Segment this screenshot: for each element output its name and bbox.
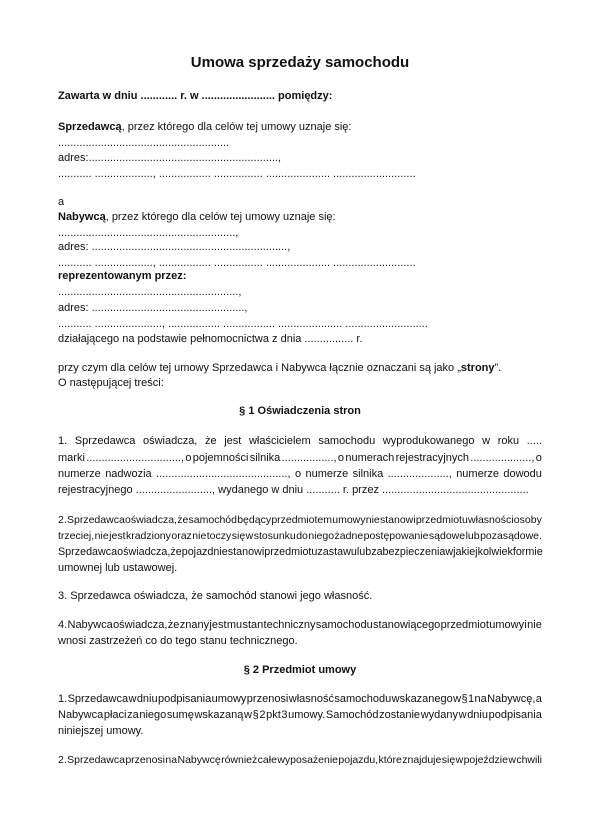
section2-p2-line: 2. Sprzedawca przenosi na Nabywcę również całe wyposażenie pojazdu, które znajduje się w pojeździe w chwili bbox=[58, 754, 542, 766]
parties-bold: strony bbox=[460, 362, 495, 374]
represented-name-line: ..........................................................., bbox=[58, 286, 242, 298]
section1-heading: § 1 Oświadczenia stron bbox=[239, 405, 361, 417]
following-content: O następującej treści: bbox=[58, 377, 164, 389]
parties-post: ”. bbox=[494, 362, 502, 374]
parties-definition bbox=[58, 362, 501, 374]
parties-pre: przy czym dla celów tej umowy Sprzedawca i Nabywca łącznie oznaczani są jako „ bbox=[58, 362, 461, 374]
seller-heading bbox=[58, 121, 351, 133]
section2-heading: § 2 Przedmiot umowy bbox=[243, 664, 357, 676]
seller-name-line: ........................................................ bbox=[58, 137, 230, 149]
section1-p1-line: marki ..............................., o pojemności silnika ................., o numerach rejestracyjnych ...................., o bbox=[58, 452, 542, 464]
section1-p2-line: trzeciej, nie jest kradziony oraz nie toczy się w stosunku do niego żadne postępowanie sądowe lub pozasądowe. bbox=[58, 530, 542, 542]
power-of-attorney-line: działającego na podstawie pełnomocnictwa z dnia ................ r. bbox=[58, 333, 363, 345]
buyer-address-line: adres: ................................................................, bbox=[58, 241, 291, 253]
section2-p1-line: niniejszej umowy. bbox=[58, 725, 144, 737]
seller-details-line: ........... ..................., ................. ................ ..................... ........................... bbox=[58, 168, 416, 180]
section1-p2-line: umownej lub ustawowej. bbox=[58, 562, 178, 574]
document-title: Umowa sprzedaży samochodu bbox=[190, 54, 410, 71]
section1-p4-line: wnosi zastrzeżeń co do tego stanu technicznego. bbox=[58, 635, 298, 647]
section1-p1-line: numerze nadwozia ..........................................., o numerze silnika ...................., numerze dowodu bbox=[58, 468, 542, 480]
section1-p3: 3. Sprzedawca oświadcza, że samochód stanowi jego własność. bbox=[58, 590, 373, 602]
section1-p2-line: 2. Sprzedawca oświadcza, że samochód będący przedmiotem umowy nie stanowi przedmiotu własności osoby bbox=[58, 514, 542, 526]
section1-p1-line: rejestracyjnego ........................., wydanego w dniu ........... r. przez ................................................ bbox=[58, 484, 529, 496]
seller-label: Sprzedawcą bbox=[58, 121, 122, 133]
section2-p1-line: Nabywca płaci za niego sumę wskazaną w § 2 pkt 3 umowy. Samochód zostanie wydany w dniu podpisania bbox=[58, 709, 542, 721]
section1-p4-line: 4. Nabywca oświadcza, że znany jest mu stan techniczny samochodu stanowiącego przedmiot umowy i nie bbox=[58, 619, 542, 631]
section2-p1-line: 1. Sprzedawca w dniu podpisania umowy przenosi własność samochodu wskazanego w § 1 na Nabywcę, a bbox=[58, 693, 542, 705]
seller-heading-rest: , przez którego dla celów tej umowy uznaje się: bbox=[121, 121, 352, 133]
represented-address-line: adres: .................................................., bbox=[58, 302, 248, 314]
buyer-details-line: ........... ..................., ................. ................ ..................... ........................... bbox=[58, 257, 416, 269]
buyer-heading bbox=[58, 211, 336, 223]
intro-line: Zawarta w dniu ............ r. w ........................ pomiędzy: bbox=[58, 90, 333, 102]
represented-details-line: ........... ......................, ................. ................. ..................... ........................... bbox=[58, 318, 428, 330]
section1-p2-line: Sprzedawca oświadcza, że pojazd nie stanowi przedmiotu zastawu lub zabezpieczenia w jakiejkolwiek formie bbox=[58, 546, 543, 558]
represented-heading: reprezentowanym przez: bbox=[58, 270, 187, 282]
buyer-label: Nabywcą bbox=[58, 211, 106, 223]
buyer-heading-rest: , przez którego dla celów tej umowy uznaje się: bbox=[105, 211, 336, 223]
conjunction-a: a bbox=[58, 196, 65, 208]
buyer-name-line: .........................................................., bbox=[58, 227, 239, 239]
section1-p1-line: 1. Sprzedawca oświadcza, że jest właścicielem samochodu wyprodukowanego w roku ..... bbox=[58, 435, 542, 447]
seller-address-line: adres:.............................................................., bbox=[58, 152, 282, 164]
